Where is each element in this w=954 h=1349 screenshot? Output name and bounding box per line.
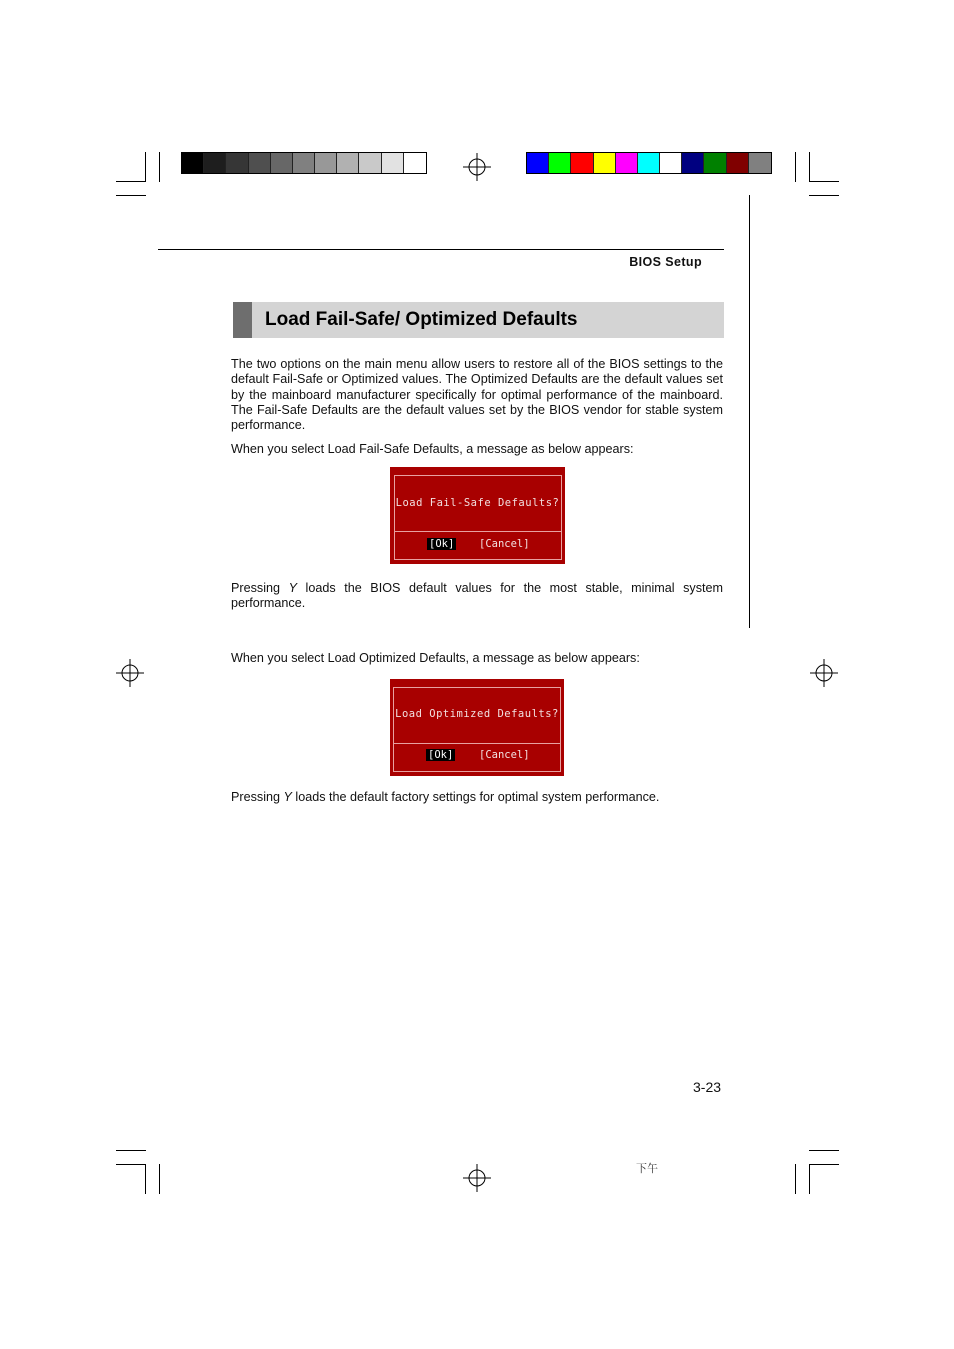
key-label: Y [288,581,297,595]
color-swatch [660,153,682,173]
color-swatch [382,153,404,173]
crop-mark [809,1164,810,1194]
footer-mark: 下午 [636,1162,658,1175]
section-title-bar [233,302,724,338]
crop-mark [116,181,146,182]
crop-mark [809,181,839,182]
crop-mark [809,1150,839,1151]
failsafe-dialog [390,467,565,564]
color-swatch [271,153,293,173]
title-accent [233,302,252,338]
crop-mark [145,1164,146,1194]
color-swatch [337,153,359,173]
crop-mark [116,1150,146,1151]
color-swatch [404,153,426,173]
dialog-message: Load Optimized Defaults? [395,708,559,720]
page-title: Load Fail-Safe/ Optimized Defaults [265,309,578,330]
key-label: Y [283,790,292,804]
crop-mark [809,1164,839,1165]
registration-mark-icon [116,659,144,687]
color-swatch [527,153,549,173]
header-rule [158,249,724,250]
optimized-dialog [390,679,564,776]
page-number: 3-23 [693,1079,722,1095]
registration-mark-icon [810,659,838,687]
dialog-frame [393,743,561,772]
color-calibration-strip [526,152,772,174]
ok-button[interactable]: [Ok] [429,538,455,550]
color-swatch [182,153,204,173]
failsafe-lead: When you select Load Fail-Safe Defaults, a message as below appears: [231,442,634,456]
crop-mark [159,1164,160,1194]
ok-button[interactable]: [Ok] [428,749,454,761]
crop-mark [145,152,146,182]
dialog-message: Load Fail-Safe Defaults? [395,497,560,509]
intro-paragraph: The two options on the main menu allow users to restore all of the BIOS settings to the default Fail-Safe or Optimized values. The Optimized Defaults are the default values set by the mainboard manufacturer specifically for optimal performance of the mainboard. The Fail-Safe Defaults are the default values set by the BIOS vendor for stable system performance. [231,357,723,433]
color-swatch [638,153,660,173]
text: Pressing [231,581,289,595]
crop-mark [159,152,160,182]
color-swatch [249,153,271,173]
color-swatch [315,153,337,173]
color-swatch [616,153,638,173]
grayscale-calibration-strip [181,152,427,174]
crop-mark [795,152,796,182]
crop-mark [795,1164,796,1194]
crop-mark [809,152,810,182]
registration-mark-icon [463,153,491,181]
text: Pressing [231,790,284,804]
registration-mark-icon [463,1164,491,1192]
optimized-lead: When you select Load Optimized Defaults, a message as below appears: [231,651,640,665]
color-swatch [704,153,726,173]
crop-mark [809,195,839,196]
color-swatch [226,153,248,173]
margin-rule [749,195,750,628]
crop-mark [116,195,146,196]
color-swatch [594,153,616,173]
cancel-button[interactable]: [Cancel] [479,538,530,550]
color-swatch [727,153,749,173]
color-swatch [749,153,771,173]
dialog-frame [394,531,562,560]
color-swatch [549,153,571,173]
color-swatch [359,153,381,173]
color-swatch [204,153,226,173]
running-header: BIOS Setup [629,255,702,269]
optimized-description [231,790,723,805]
color-swatch [571,153,593,173]
cancel-button[interactable]: [Cancel] [479,749,530,761]
color-swatch [293,153,315,173]
text: loads the BIOS default values for the most stable, minimal system performance. [231,581,724,611]
failsafe-description [231,581,723,612]
crop-mark [116,1164,146,1165]
text: loads the default factory settings for optimal system performance. [291,790,660,804]
color-swatch [682,153,704,173]
